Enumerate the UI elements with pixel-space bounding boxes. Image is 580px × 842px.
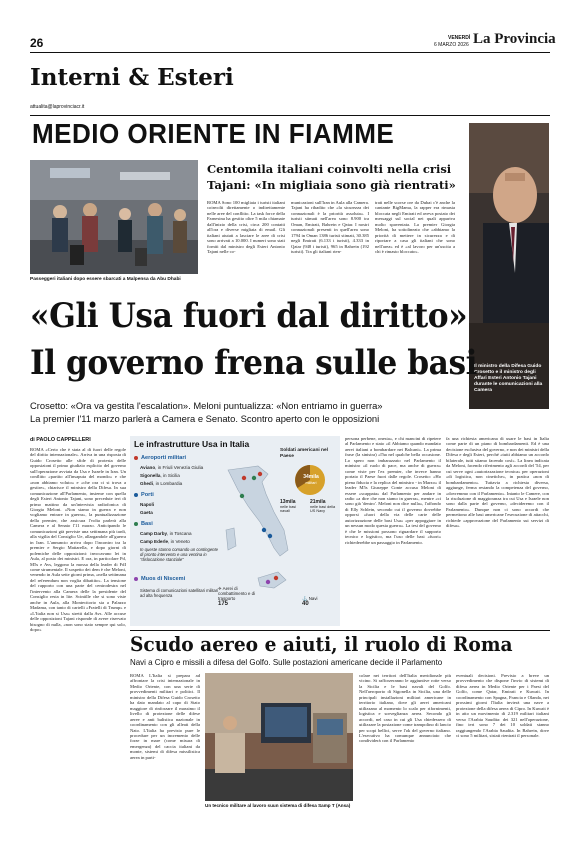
bottom-column-1-text: ROMA L'Italia si prepara ad affrontare la crisi internazionale in Medio Oriente, con una serie di provvedimenti militari e politici. Il ministro della Difesa Guido Crosetto ha dato mandato al capo di Stato maggiore di rinforzare il massimo il livello di protezione delle difese aeree e anti balistica nazionale in coordinamento con gli alleati della Nato. L'Italia ha previsto pure le procedure per un incremento delle forze in mare (come misura di emergenza) del caccia italiani da monte, sistemi di difesa missilistica aerea in parti- (130, 673, 200, 760)
air-soldiers-value: 21mila (310, 499, 326, 505)
top-headline: Tajani: «In migliaia sono già rientrati» (207, 178, 456, 192)
port-napoli (140, 502, 154, 507)
infographic-us-bases (130, 436, 340, 626)
top-column-1-text: ROMA Sono 100 migliaia i turisti italiani coinvolti direttamente o indirettamente nelle aree del conflitto. La task force della Farnesina ha gestito oltre 5 mila chiamate dall'inizio della crisi, circa 200 contatti all'ora e diverse migliaia di email. Gli italiani aiutati a lasciare le aree di crisi sono arrivati a 10.000. I numeri sono stati forniti dal ministro degli Esteri Antonio Tajani nelle co- (207, 200, 285, 255)
bases-heading (134, 521, 153, 527)
bottom-column-2 (359, 673, 451, 813)
main-headline-line2: Il governo frena sulle basi (30, 343, 478, 383)
muos-heading-text: Muos di Niscemi (141, 576, 186, 582)
section-rule (30, 115, 550, 116)
bottom-column-1 (130, 673, 200, 813)
header-rule (30, 52, 550, 53)
airports-heading-text: Aeroporti militari (141, 455, 187, 461)
bottom-column-3-text: eventuali decisioni. Previsto a breve un provvedimento che dispone l'invio di sistemi di difesa aerea in Medio Oriente per i Paesi del Golfo, come Qatar, Emirati e Kuwait. In coordinamento con Spagna, Francia e Olanda, nei prossimi giorni l'Italia invierà una nave a protezione della difesa aerea di Cipro. In Kuwait è in atto un movimento di 2.319 militari italiani verso l'Arabia Saudita: dei 321 nell'operazione, fino ieri sono 7 dei 10 soldati stanno raggiungendo l'Arabia Saudita. In Bahrein, dove ci sono 5 militari, sistati rientrati il personale. (456, 673, 549, 738)
airport-sigonella-name: Sigonella (140, 473, 161, 478)
soldiers-total-unit: militari (305, 481, 317, 485)
ships-label: Navi (308, 596, 318, 601)
soldiers-box (280, 448, 338, 538)
issue-day: VENERDÌ (448, 35, 471, 41)
ships-value: 40 (302, 601, 309, 607)
main-column-3-text: fa una richiesta americana di usare le basi in Italia come parte di un piano di bombardamenti. Ed è una decisione esclusiva del governo, e non dei ministri della Difesa e degli Esteri, perché «tutti abbiamo un accordo bilaterale, tutti stiamo facendo così». La linea indicata da Meloni, facendo riferimento agli accordi del '54, per cui serve ogni «autorizzazione tecnica» per operazioni «di logistica, non cinetiche», in pratica «non di bombardamento». Tuttavia a richiesta diversa, aggiunge, ferma restando la competenza del governo, «dovremmo con il Parlamento». Intanto le Camere, con la risoluzione di maggioranza tra cui Usa e Israele non sono dalla parte del governo, «decideremo con il Parlamento». Dunque non ci sono accordi che permettono alle basi americane l'esecuzione di attacchi, richiede «approvazione del Parlamento sui servizi di difesa». (446, 436, 549, 529)
issue-date: 6 MARZO 2026 (434, 42, 469, 48)
main-column-3 (446, 436, 549, 626)
aircraft-value: 175 (218, 601, 229, 607)
navy-soldiers-value: 13mila (280, 499, 296, 505)
page-number: 26 (30, 36, 44, 50)
main-photo-caption: Il ministro della Difesa Guido Crosetto e il ministro degli Affari Esteri Antonio Tajani durante le comunicazioni alla Camera (474, 364, 543, 393)
airport-ghedi-name: Ghedi (140, 481, 154, 486)
samp-t-photo (205, 673, 353, 801)
air-soldiers-label: nelle basi della US Navy (310, 504, 336, 513)
airport-aviano-name: Aviano (140, 465, 156, 470)
airport-aviano (140, 465, 203, 470)
soldiers-total-value: 34mila (303, 474, 319, 480)
port-napoli-name: Napoli (140, 502, 155, 507)
airport-ghedi-place: , in Lombardia (153, 481, 183, 486)
base-icon (134, 522, 138, 526)
aircraft-stat (218, 586, 266, 607)
ship-icon: ⚓ (302, 596, 308, 601)
ports-heading (134, 492, 154, 498)
masthead-logo: La Provincia (473, 31, 556, 47)
airport-sigonella-place: , in Sicilia (160, 473, 180, 478)
main-subhead-line1: Crosetto: «Ora va gestita l'escalation». Meloni puntualizza: «Non entriamo in guerra» (30, 400, 383, 411)
airport-sigonella (140, 473, 180, 478)
base-camp-darby-place: , in Toscana (167, 531, 192, 536)
ships-stat (302, 596, 338, 607)
port-gaeta-name: Gaeta (140, 510, 153, 515)
bottom-subhead: Navi a Cipro e missili a difesa del Golfo. Sulle postazioni americane decide il Parlamento (130, 657, 443, 667)
base-camp-ederle (140, 539, 190, 544)
bottom-headline: Scudo aereo e aiuti, il ruolo di Roma (130, 632, 513, 656)
bottom-column-2-text: colare nei territori dell'Italia meridionale più vicino. Si rafforzeranno le aggiuntive rotte verso la Sicilia e le basi navali del Golfo. Nell'aeroporto di Sigonella in Sicilia, una delle principali installazioni militari americane in territorio italiano, dove gli aerei americani utilizzano al momento lo scalo per rifornimenti, logistica e sorveglianza aerea. Secondo gli accordi, nel caso in cui gli Usa chiedessero di utilizzare la postazione come trampolino di lancio per scopi bellici, serve l'ok del governo italiano. L'esecutivo ha comunque annunciato che condividerà con il Parlamento (359, 673, 451, 744)
airport-aviano-place: , in Friuli Venezia Giulia (155, 465, 204, 470)
airports-heading (134, 455, 186, 461)
bottom-column-3 (456, 673, 549, 813)
section-title: Interni & Esteri (30, 64, 234, 91)
bases-note: In queste stanno comando un contingente di pronto intervento e una ventina in "dislocazione stanziale" (140, 547, 218, 562)
top-kicker: Centomila italiani coinvolti nella crisi (207, 162, 452, 176)
base-camp-ederle-name: Camp Ederle (140, 539, 169, 544)
banner-title: MEDIO ORIENTE IN FIAMME (32, 118, 395, 149)
bottom-photo-caption: Un tecnico militare al lavoro suun sistema di difesa Samp T (Ansa) (205, 803, 351, 808)
soldiers-total (298, 474, 324, 486)
navy-soldiers (280, 500, 306, 514)
navy-soldiers-label: nelle basi navali (280, 504, 297, 513)
soldiers-title: Soldati americani nel Paese (280, 448, 328, 459)
top-column-2-text: municazioni sull'Iran in Aula alla Camera. Tajani ha ribadito che «la sicurezza dei connazionali è la priorità assoluta». I turisti stimati nell'area sono 8.900 tra Oman, Emirati, Bahrein e Qatar. I nostri connazionali presenti in quell'area sono 1794 in Oman 1386 turisti stimati, 30.385 negli Emirati (6.133 i turisti), 4.333 in Qatar (948 i turisti), 965 in Bahrein (192 turisti). Tra gli italiani rien- (291, 200, 369, 255)
aircraft-label: Aerei di combattimento e di trasporto (218, 586, 256, 601)
muos-note: Sistema di comunicazioni satellitari militari ad alta frequenza (140, 588, 219, 598)
airport-ghedi (140, 481, 182, 486)
main-subhead-line2: La premier l'11 marzo parlerà a Camera e Senato. Scontro aperto con le opposizioni (30, 413, 380, 424)
bottom-story-rule (130, 630, 550, 631)
base-camp-ederle-place: , in Veneto (168, 539, 190, 544)
infographic-title: Le infrastrutture Usa in Italia (134, 439, 250, 449)
main-column-2 (345, 436, 441, 626)
main-column-1-text: ROMA «Certo che è stata al di fuori delle regole del diritto internazionale». Arriva in una risposta di Guido Crosetto alle sfide di protesta delle opposizioni il primo giudizio esplicito del governo sull'operazione avviata da Usa e Israele in Iran. Un conflitto «partito all'insaputa del mondo» e che «non abbiamo voluto» e «che ora ci si trova a gestire», chiarisce il ministro della Difesa. In sua comunicazione all'Parlamento, insieme con quella degli Esteri Antonio Tajani, sono precedute ieri di primo mattino da un'intervista radiofonica di Giorgia Meloni. «Non siamo in guerra e non vogliamo entrare in guerra», la puntualizzazione della premier, che assicura l'volta parlerà alla Camera e al Senato l'11 marzo. Anticipando le comunicazioni già previste una settimana più tardi, alla vigilia del Consiglio Ue, allargandole all'guerra in Iran. L'annuncio arriva dopo l'incontro tra la premier e Sergio Mattarella, e dopo giorni di polemiche delle opposizioni: invocavano lei in Aula, al posto dei ministri. E ora, in particolare Pd, M5s e Avs, leggono la mossa della leader di FdI come strumentale. Il sospetto dei dem è che Meloni, venendo in Aula sette giorni prima, «nella settimana del referendum non voglia dibattito». La tensione del rapporto con una parte del centrodestra nel l'intervento alla Camera delle la presidente del Consiglio resta in lite. Scintille che si sono viste anche in Aula, alla Montecitorio sia a Palazzo Madama, con tanto di cartelli «Fratelli di Trump» e «L'Italia non si Usa» stretti dalla Avs. Alle accuse delle opposizioni Tajani risponde di avere riservato bisogno di nulla, «non sono stato sempre qui solo, dopo» (30, 447, 126, 632)
top-column-1 (207, 200, 285, 288)
top-column-2 (291, 200, 369, 288)
main-byline: di PAOLO CAPPELLERI (30, 437, 91, 443)
satellite-icon (134, 577, 138, 581)
anchor-icon (134, 493, 138, 497)
top-column-3 (375, 200, 455, 288)
airplane-icon (134, 456, 138, 460)
top-photo-caption: Passeggeri italiani dopo essere sbarcati a Malpensa da Abu Dhabi (30, 277, 181, 282)
base-camp-darby (140, 531, 192, 536)
bases-heading-text: Basi (141, 521, 153, 527)
air-soldiers (310, 500, 338, 514)
main-column-2-text: persona perbene, onesta», e chi mancini di ripetere al Parlamento e stato «il Abbiamo quando mandato aerei italiani a bombardare nei Balcani». La prima frase (la sinistra) «l'ha nel qualche bella occasione. Lo spero non imbarazzato nel Parlamento il ministro «il ruolo di pace, ma anche di guerra» come viste per l'ex premier, che invece hanno portato il Paese fuori dalle regole. Crosetto: «Ho piena fiducia e la replica del ministro - in Marzo» il leader M5s Giuseppe Conte accusa Meloni di essere «scappata» dal Parlamento per andare in radio «a dire che non siamo in guerra», mentre «ci sono già 'dentro'. Meloni non dice nulla», l'affondo di Elly Schlein, secondo cui il governo dovrebbe opporsi «fuori della via delle carte delle autorizzazione delle basi Usa» «per appoggiare in un nessun modo questa guerra». La tesi del governo è che le missioni possono riguardare il supporto tecnico e logistico, ma l'uso delle basi «fuori» richiederebbe un passaggio in Parlamento. (345, 436, 441, 545)
ports-heading-text: Porti (141, 492, 154, 498)
muos-heading (134, 576, 185, 582)
port-gaeta (140, 510, 153, 515)
base-camp-darby-name: Camp Darby (140, 531, 168, 536)
top-photo-passengers (30, 160, 198, 274)
main-column-1 (30, 447, 126, 754)
top-column-3-text: trati nelle scorse ore da Dubai c'è anche la cantante BigMama, la rapper era rimasta bloccata negli Emirati ed aveva postato dei messaggi sul social nei quali appariva molto spaventata. La premier Giorgia Meloni, ha sottolineato che «abbiamo la priorità di mettere in sicurezza e di riportare a casa gli italiani che sono nell'area» ed è «al lavoro per un'uscita a chi è rimasto bloccato». (375, 200, 455, 255)
main-headline-line1: «Gli Usa fuori dal diritto» (30, 296, 468, 336)
fighter-jet-icon: ✈ (218, 586, 222, 591)
section-email[interactable]: attualita@laprovinciacr.it (30, 104, 85, 110)
